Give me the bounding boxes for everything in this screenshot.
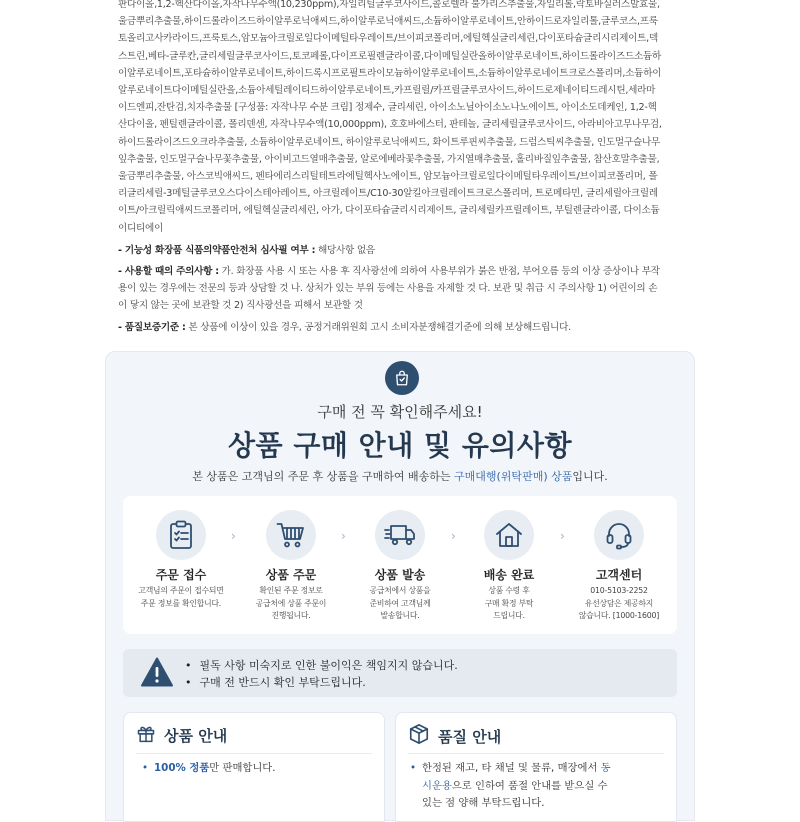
info-key: - 사용할 때의 주의사항 : (118, 266, 219, 278)
guide-title: 상품 구매 안내 및 유의사항 (227, 429, 573, 462)
info-key: - 품질보증기준 : (118, 321, 186, 333)
quality-guide-item (410, 760, 620, 813)
purchase-guide-card (105, 351, 695, 821)
step-desc-line: 발송합니다. (380, 611, 420, 621)
info-key: - 기능성 화장품 식품의약품안전처 심사필 여부 : (118, 244, 316, 256)
info-row-quality (118, 319, 664, 336)
guide-desc-suffix: 입니다. (572, 470, 608, 483)
headset-icon (594, 510, 644, 560)
step-desc-line: 구매 확정 부탁 (484, 598, 534, 608)
info-value: 가. 화장품 사용 시 또는 사용 후 직사광선에 의하여 사용부위가 붉은 반점, 부어오름 등의 이상 증상이나 부작용이 있는 경우에는 전문의 등과 상담할 것 나. 상처가 있는 부위 등에는 사용을 자제할 것 다. 보관 및 취급 시 주의사항 1) 어린이의 손이 닿지 않는 곳에 보관할 것 2) 직사광선을 피해서 보관할 것 (118, 266, 660, 312)
quality-line: 으로 인하여 품절 안내를 (451, 779, 562, 792)
product-guide-text: 만 판매합니다. (209, 762, 276, 774)
step-desc-line: 준비하여 고객님께 (369, 598, 431, 608)
step-title: 배송 완료 (483, 568, 535, 582)
info-row-caution (118, 263, 664, 315)
guide-description (106, 468, 694, 484)
chevron-right-icon: › (231, 529, 236, 543)
warning-item: • 구매 전 반드시 확인 부탁드립니다. (185, 674, 458, 691)
product-info-section (118, 0, 664, 336)
info-value: 본 상품에 이상이 있을 경우, 공정거래위원회 고시 소비자분쟁해결기준에 의해 보상해드립니다. (185, 321, 571, 333)
ingredients-text: 판다이올,1,2-헥산다이올,자작나무수액(10,230ppm),자일리틸글루코사이드,콜로렐라 불가리스추출물,자일리톨,락토바실러스발효물,울금뿌리추출물,하이드롤라이즈드하이알루로닉애씨드,하이알루로닉애씨드,소듐하이알루로네이트,안하이드로자일리톨,글루코스,프룩토올리고사카라이드,프룩토스,암모늄아크릴로일다이메틸타우레이트/브이피코폴리머,에틸헥실글리세린,다이포타슘글리시리제이트,덱스트린,베타-글루칸,글리세릴글루코사이드,토코페롤,다이프로필렌글라이콜,다이메틸실란올하이알루로네이트,하이드롤라이즈드소듐하이알루로네이트,포타슘하이알루로네이트,하이드록시프로필트라이모늄하이알루로네이트,소듐하이알루로네이트크로스폴리머,소듐하이알루로네이트다이메틸실란올,소듐아세틸레이티드하이알루로네이트,카프릴릴/카프릴글루코사이드,하이드로제네이티드레시틴,세라마이드엔피,잔탄검,치자추출물 [구성품: 자작나무 수분 크림] 정제수, 글리세린, 아이소노닐아이소노나노에이트, 아이소도데케인, 1,2-헥산다이올, 펜틸렌글라이콜, 폴리덴센, 자작나무수액(10,000ppm), 호호바에스터, 판테놀, 글리세릴글루코사이드, 아라비아고무나무검, 하이드롤라이즈드오크라추출물, 소듐하이알루로네이트, 하이알루로닉애씨드, 화이트루핀씨추출물, 드럼스틱씨추출물, 인도멀구슬나무잎추출물, 인도멀구슬나무꽃추출물, 아이비고드열매추출물, 알로에베라꽃추출물, 가지열매추출물, 홀리바질잎추출물, 참산호말추출물, 울금뿌리추출물, 아스코빅애씨드, 펜타에리스리틸테트라에틸헥사노에이트, 암모늄아크릴로일다이메틸타우레이트/브이피코폴리머, 폴리글리세릴-3메틸글루코오스다이스테아레이트, 아크릴레이트/C10-30알킬아크릴레이트크로스폴리머, 트로메타민, 글리세릴아크릴레이트/아크릴릭애씨드코폴리머, 에틸헥실글리세린, 아가, 다이포타슘글리시리제이트, 글리세릴카프릴레이트, 부틸렌글라이콜, 다이소듐이디티에이 (118, 0, 662, 234)
product-guide-title: 상품 안내 (164, 726, 228, 745)
step-desc-line: 주문 정보를 확인합니다. (140, 598, 222, 608)
step-desc (564, 585, 674, 623)
clipboard-icon (156, 510, 206, 560)
step-desc-line: 010-5103-2252 (590, 586, 648, 595)
guide-subtitle: 구매 전 꼭 확인해주세요! (317, 403, 483, 421)
divider (136, 753, 372, 754)
warning-icon (141, 657, 173, 691)
quality-guide-header (408, 723, 501, 749)
step-desc-line: 확인된 주문 정보로 (259, 586, 323, 595)
order-process-steps (123, 496, 677, 634)
step-title: 상품 발송 (374, 568, 426, 582)
simultaneous-operation-highlight: 동시운용 (422, 762, 611, 792)
step-desc-line: 상품 수령 후 (488, 586, 530, 595)
step-desc-line: 공급처에 상품 주문이 (255, 598, 327, 608)
product-guide-box (123, 712, 385, 822)
step-desc-line: 드립니다. (493, 611, 525, 621)
step-desc-line: 공급처에서 상품을 (369, 586, 431, 595)
step-desc (126, 585, 236, 610)
guide-desc-highlight: 구매대행(위탁판매) 상품 (454, 470, 573, 483)
quality-guide-box (395, 712, 677, 822)
step-title: 상품 주문 (265, 568, 317, 582)
guide-desc-text: 본 상품은 고객님의 주문 후 상품을 구매하여 배송하는 (192, 470, 455, 483)
chevron-right-icon: › (451, 529, 456, 543)
product-guide-header (136, 723, 227, 747)
house-icon (484, 510, 534, 560)
info-row-functional (118, 242, 664, 259)
quality-line: 한정된 재고, 타 채널 및 물류, 매장에서 (422, 762, 598, 774)
product-guide-item (142, 760, 276, 778)
step-desc (454, 585, 564, 623)
info-value: 해당사항 없음 (315, 244, 375, 256)
step-desc (345, 585, 455, 623)
step-title: 고객센터 (595, 568, 643, 582)
quality-guide-list (410, 760, 620, 813)
product-guide-list (142, 760, 276, 778)
divider (408, 753, 664, 754)
genuine-highlight: 100% 정품 (154, 762, 210, 774)
chevron-right-icon: › (560, 529, 565, 543)
gift-icon (136, 723, 156, 747)
step-desc-line: 고객님의 주문이 접수되면 (138, 586, 224, 595)
shopping-bag-icon (385, 361, 419, 395)
quality-line: 받으실 수 있는 점 양해 부탁드립니다. (422, 779, 608, 809)
step-desc (236, 585, 346, 623)
box-package-icon (408, 723, 430, 749)
chevron-right-icon: › (341, 529, 346, 543)
warning-item: • 필독 사항 미숙지로 인한 불이익은 책임지지 않습니다. (185, 657, 458, 674)
warning-notice (123, 649, 677, 697)
quality-guide-title: 품질 안내 (438, 727, 502, 746)
step-title: 주문 접수 (155, 568, 207, 582)
step-desc-line: 않습니다. [1000-1600] (578, 611, 660, 621)
cart-icon (266, 510, 316, 560)
warning-list (185, 657, 458, 691)
step-desc-line: 유선상담은 제공하지 (584, 598, 654, 608)
truck-icon (375, 510, 425, 560)
step-desc-line: 진행됩니다. (271, 611, 311, 621)
